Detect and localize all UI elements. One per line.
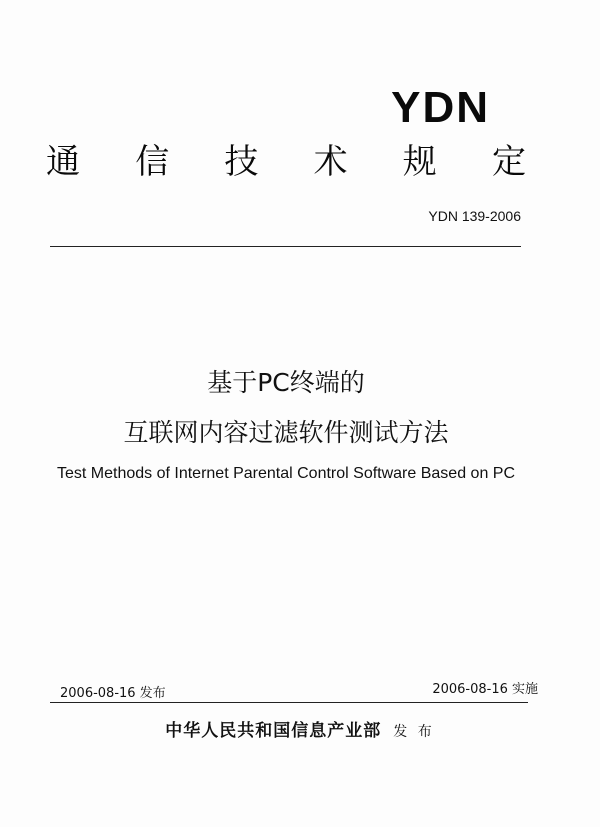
- publisher-name: 中华人民共和国信息产业部: [165, 721, 382, 741]
- header-divider: [50, 246, 521, 247]
- category-char: 通: [46, 142, 80, 182]
- category-char: 术: [313, 142, 348, 182]
- standard-category-title: [46, 142, 526, 182]
- category-char: 技: [224, 142, 259, 182]
- footer-divider: [50, 702, 528, 703]
- implementation-date: 2006-08-16 实施: [432, 682, 538, 697]
- category-char: 规: [402, 142, 437, 182]
- category-char: 定: [491, 142, 526, 182]
- title-chinese-line1: 基于PC终端的: [207, 368, 365, 397]
- title-chinese-line2: 互联网内容过滤软件测试方法: [123, 418, 449, 447]
- publisher-line: [0, 723, 600, 740]
- category-char: 信: [135, 142, 170, 182]
- document-number: YDN 139-2006: [428, 208, 521, 224]
- publisher-action: 发 布: [393, 724, 435, 740]
- title-english: Test Methods of Internet Parental Control Software Based on PC: [56, 465, 516, 482]
- ydn-logo: YDN: [391, 83, 490, 132]
- issue-date: 2006-08-16 发布: [60, 686, 166, 701]
